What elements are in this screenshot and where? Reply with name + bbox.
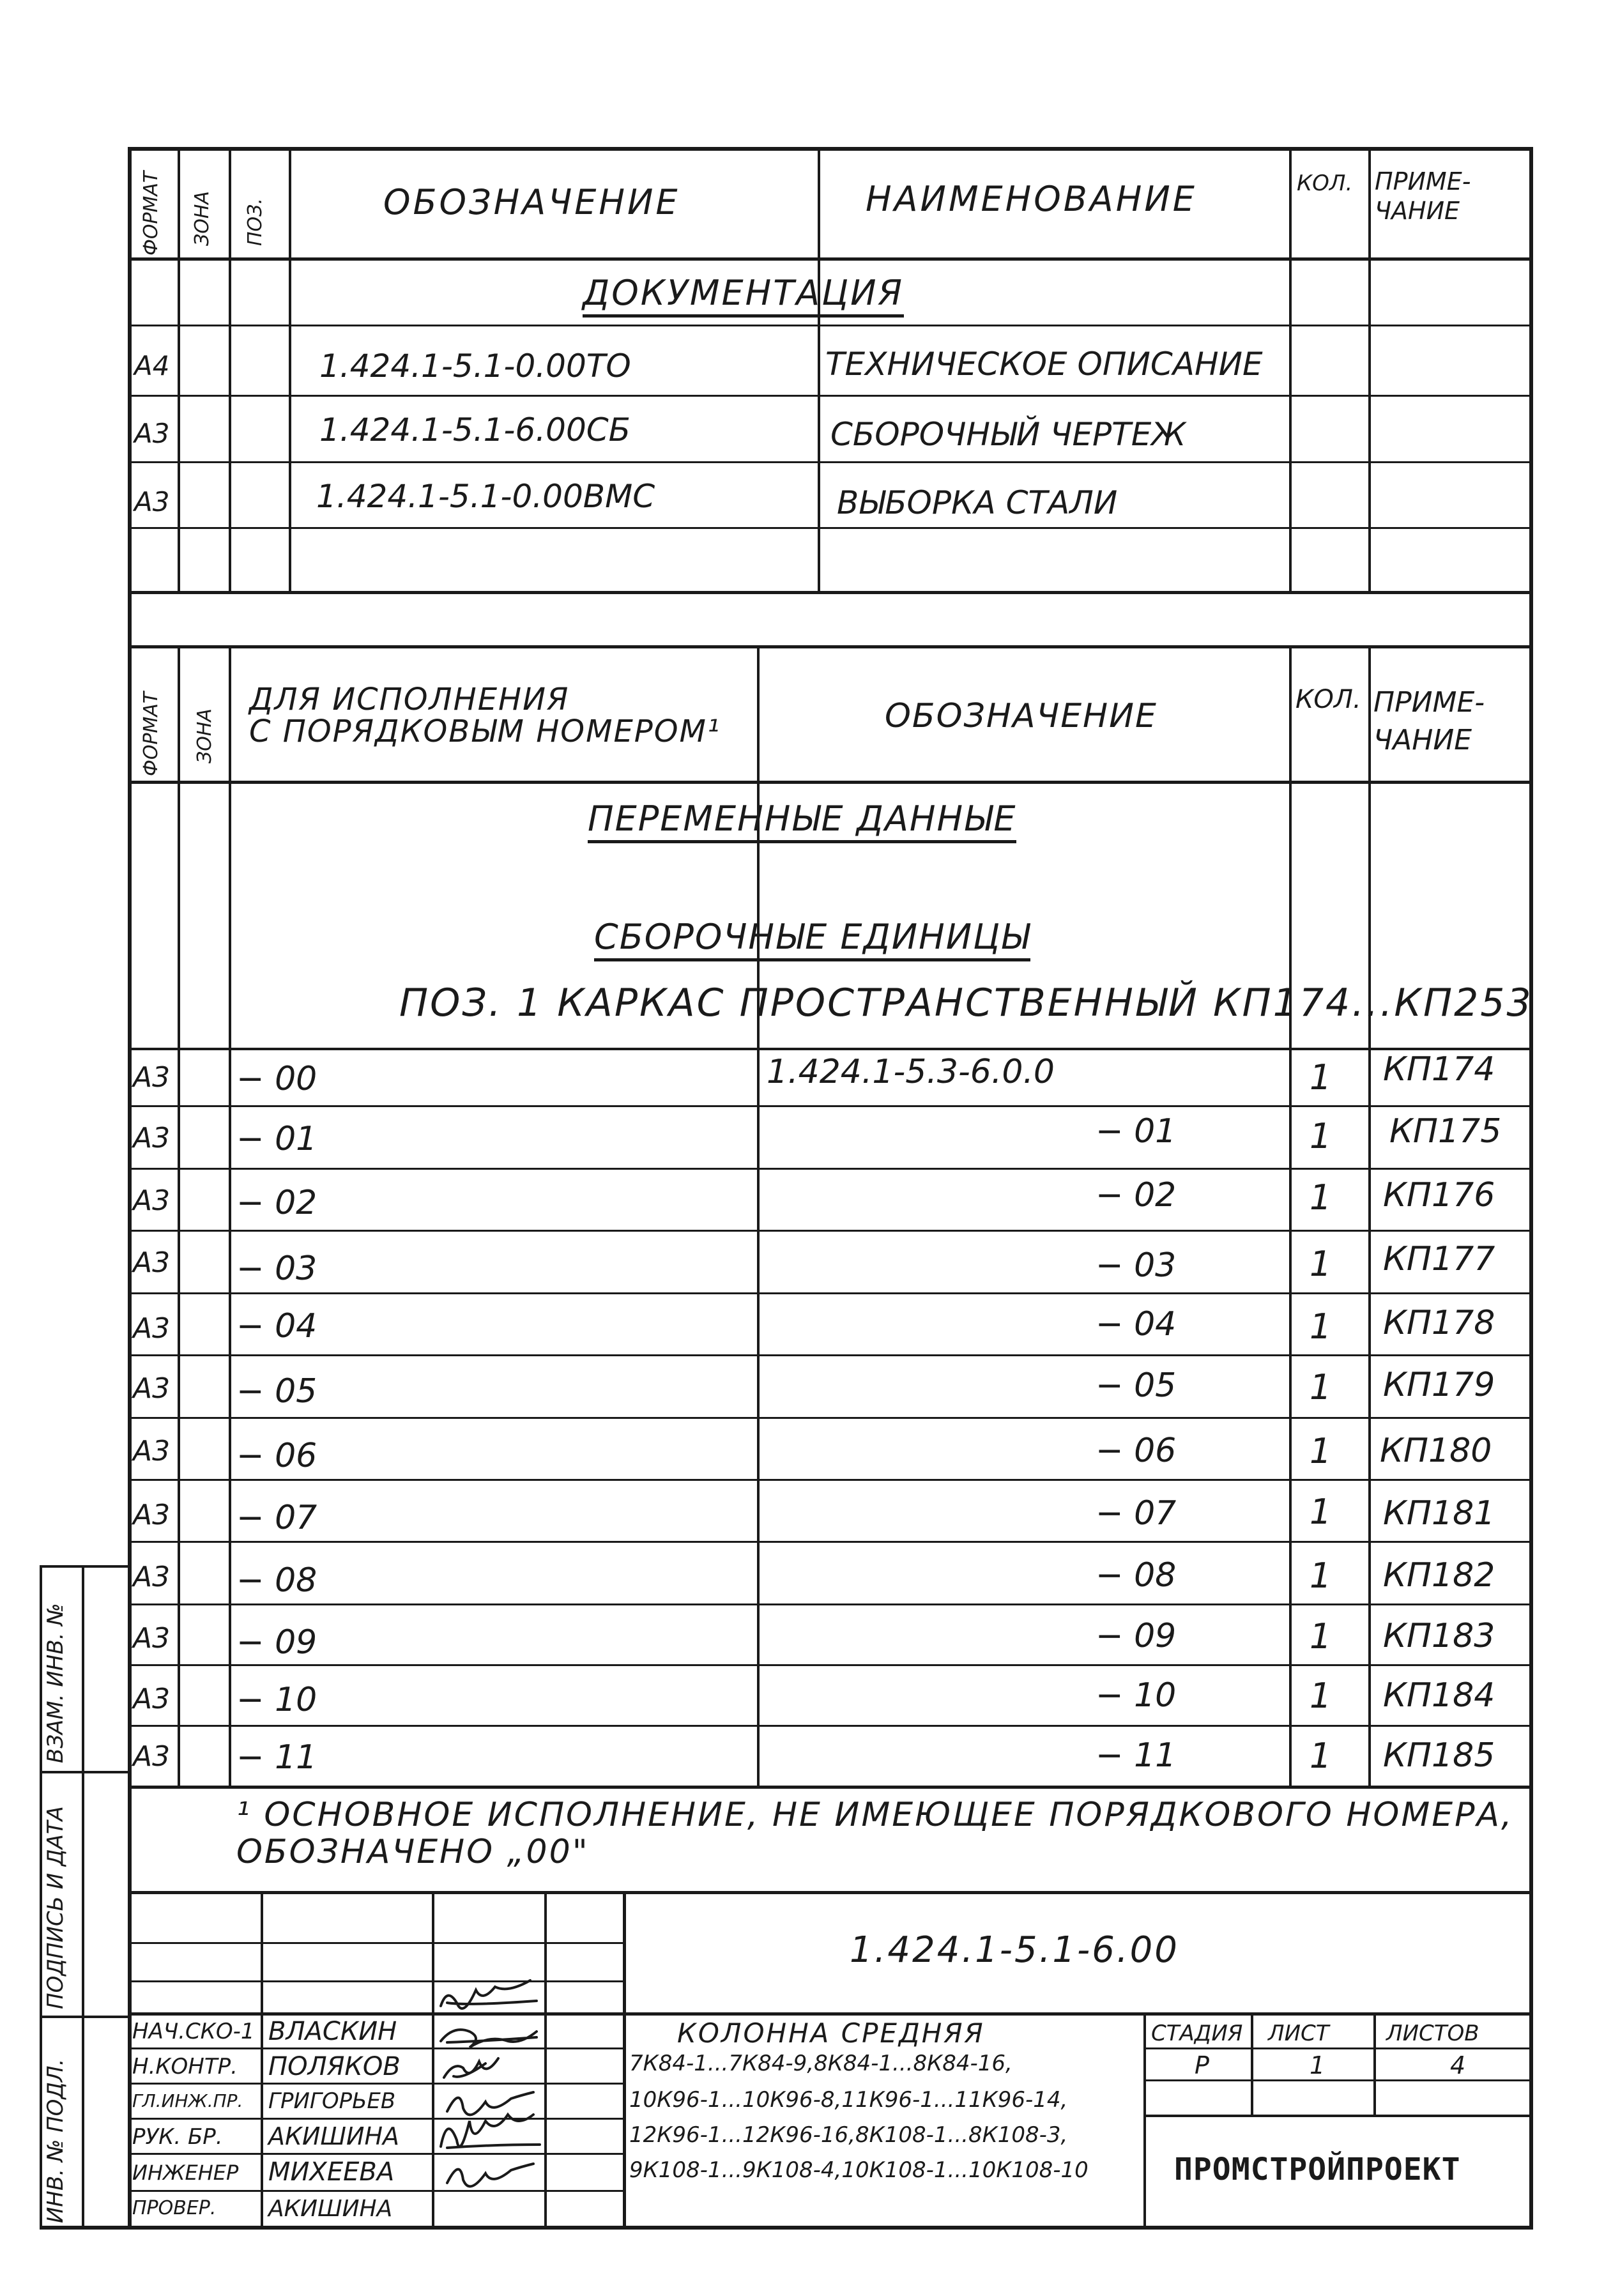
col-note-header: ПРИМЕ- ЧАНИЕ [1375,167,1471,225]
sheets-label: ЛИСТОВ [1386,2021,1479,2046]
row-designation: − 02 [1096,1176,1177,1214]
role-label: ПРОВЕР. [132,2197,217,2219]
col-name-header: НАИМЕНОВАНИЕ [866,179,1197,219]
doc-name: ВЫБОРКА СТАЛИ [837,484,1118,521]
signature-4 [447,2092,533,2115]
person-name: ПОЛЯКОВ [268,2052,401,2081]
item-line: 9К108-1...9К108-4,10К108-1...10К108-10 [629,2157,1089,2183]
row-format: А3 [133,1622,171,1655]
col-format-header: ФОРМАТ [140,171,162,256]
person-name: АКИШИНА [268,2196,393,2222]
row-qty: 1 [1310,1492,1332,1532]
row-note: КП177 [1383,1240,1495,1278]
row-designation: − 04 [1096,1305,1177,1343]
sheet-value: 1 [1310,2051,1326,2079]
row-designation: − 01 [1096,1112,1177,1151]
col-format-header: ФОРМАТ [140,691,162,776]
stamp-inv-orig: ИНВ. № ПОДЛ. [43,2058,68,2223]
position-title: ПОЗ. 1 КАРКАС ПРОСТРАНСТВЕННЫЙ КП174...КП253 [399,981,1533,1025]
row-format: А3 [133,1061,171,1094]
row-execution: − 09 [236,1623,317,1662]
document-code: 1.424.1-5.1-6.00 [850,1929,1179,1971]
row-execution: − 01 [236,1120,317,1158]
col-zone-header: ЗОНА [191,191,213,246]
row-designation: − 05 [1096,1366,1177,1405]
row-format: А3 [133,1740,171,1773]
row-format: А3 [133,1312,171,1345]
person-name: ВЛАСКИН [268,2017,397,2046]
footnote: ¹ ОСНОВНОЕ ИСПОЛНЕНИЕ, НЕ ИМЕЮЩЕЕ ПОРЯДКОВОГО НОМЕРА, ОБОЗНАЧЕНО „00" [236,1796,1514,1872]
stage-value: Р [1195,2051,1209,2079]
role-label: Н.КОНТР. [132,2054,238,2079]
row-execution: − 02 [236,1184,317,1222]
row-designation: − 03 [1096,1246,1177,1285]
item-title: КОЛОННА СРЕДНЯЯ [677,2017,985,2049]
row-designation: − 09 [1096,1617,1177,1655]
row-format: А3 [133,1561,171,1593]
col-qty-header: КОЛ. [1297,171,1353,196]
doc-designation: 1.424.1-5.1-6.00СБ [319,411,630,448]
signature-6 [447,2164,533,2186]
item-line: 12К96-1...12К96-16,8К108-1...8К108-3, [629,2122,1068,2148]
row-qty: 1 [1310,1556,1332,1596]
doc-designation: 1.424.1-5.1-0.00ВМС [316,478,655,515]
person-name: ГРИГОРЬЕВ [268,2088,396,2114]
row-format: А3 [133,1499,171,1531]
stamp-sign-date: ПОДПИСЬ И ДАТА [43,1806,68,2009]
col-execution-header: ДЛЯ ИСПОЛНЕНИЯ С ПОРЯДКОВЫМ НОМЕРОМ¹ [249,682,721,750]
doc-format: А3 [134,486,170,517]
col-pos-header: ПОЗ. [244,198,266,246]
doc-format: А4 [134,350,170,381]
row-note: КП182 [1383,1556,1495,1595]
doc-format: А3 [134,418,170,449]
row-execution: − 11 [236,1738,317,1777]
col-designation-header: ОБОЗНАЧЕНИЕ [383,182,680,222]
role-label: РУК. БР. [132,2124,223,2150]
row-format: А3 [133,1184,171,1217]
row-execution: − 08 [236,1561,317,1600]
stage-label: СТАДИЯ [1151,2021,1243,2046]
row-note: КП181 [1383,1494,1495,1533]
col-note-header: ПРИМЕ- ЧАНИЕ [1373,686,1485,757]
row-format: А3 [133,1122,171,1154]
doc-name: ТЕХНИЧЕСКОЕ ОПИСАНИЕ [825,346,1263,383]
doc-name: СБОРОЧНЫЙ ЧЕРТЕЖ [830,416,1186,453]
row-execution: − 05 [236,1372,317,1411]
row-qty: 1 [1310,1616,1332,1657]
row-qty: 1 [1310,1431,1332,1471]
person-name: МИХЕЕВА [268,2157,395,2187]
row-qty: 1 [1310,1367,1332,1407]
section-title-documentation: ДОКУМЕНТАЦИЯ [583,276,904,318]
row-note: КП176 [1383,1176,1495,1214]
row-note: КП179 [1383,1366,1495,1404]
row-execution: − 07 [236,1499,317,1537]
row-note: КП183 [1383,1617,1495,1655]
item-line: 10К96-1...10К96-8,11К96-1...11К96-14, [629,2087,1068,2113]
row-qty: 1 [1310,1306,1332,1347]
row-execution: − 00 [236,1060,317,1098]
person-name: АКИШИНА [268,2122,400,2150]
row-format: А3 [133,1683,171,1715]
row-note: КП185 [1383,1736,1495,1775]
role-label: ИНЖЕНЕР [132,2161,239,2185]
row-qty: 1 [1310,1116,1332,1156]
row-execution: − 04 [236,1307,317,1345]
row-qty: 1 [1310,1736,1332,1776]
row-qty: 1 [1310,1244,1332,1284]
role-label: НАЧ.СКО-1 [132,2019,255,2044]
subsection-title-assembly-units: СБОРОЧНЫЕ ЕДИНИЦЫ [594,920,1030,961]
row-designation: − 06 [1096,1432,1177,1470]
signature-1 [441,1980,537,2009]
row-note: КП178 [1383,1304,1495,1342]
row-qty: 1 [1310,1057,1332,1098]
role-label: ГЛ.ИНЖ.ПР. [132,2090,243,2111]
row-designation: 1.424.1-5.3-6.0.0 [767,1053,1055,1091]
signature-3 [444,2058,498,2078]
col-qty-header: КОЛ. [1295,685,1361,714]
sheet-label: ЛИСТ [1268,2021,1329,2046]
row-qty: 1 [1310,1177,1332,1218]
section-title-variable-data: ПЕРЕМЕННЫЕ ДАННЫЕ [588,802,1016,843]
row-designation: − 08 [1096,1556,1177,1595]
signature-2 [441,2030,537,2047]
row-note: КП184 [1383,1676,1495,1715]
row-designation: − 10 [1096,1676,1177,1715]
doc-designation: 1.424.1-5.1-0.00ТО [319,348,631,385]
row-note: КП180 [1380,1432,1492,1470]
row-note: КП175 [1389,1112,1502,1151]
row-designation: − 07 [1096,1494,1177,1533]
item-line: 7К84-1...7К84-9,8К84-1...8К84-16, [629,2051,1012,2076]
row-execution: − 03 [236,1250,317,1288]
row-execution: − 10 [236,1681,317,1719]
row-execution: − 06 [236,1437,317,1475]
row-designation: − 11 [1096,1736,1177,1775]
row-qty: 1 [1310,1676,1332,1716]
row-format: А3 [133,1246,171,1279]
stamp-inv-replace: ВЗАМ. ИНВ. № [43,1603,68,1763]
signature-5 [441,2115,540,2148]
col-designation-header: ОБОЗНАЧЕНИЕ [885,697,1158,735]
row-format: А3 [133,1435,171,1467]
organization-name: ПРОМСТРОЙПРОЕКТ [1174,2152,1461,2187]
row-format: А3 [133,1372,171,1405]
col-zone-header: ЗОНА [194,708,216,763]
sheets-value: 4 [1450,2051,1466,2079]
row-note: КП174 [1383,1050,1495,1089]
